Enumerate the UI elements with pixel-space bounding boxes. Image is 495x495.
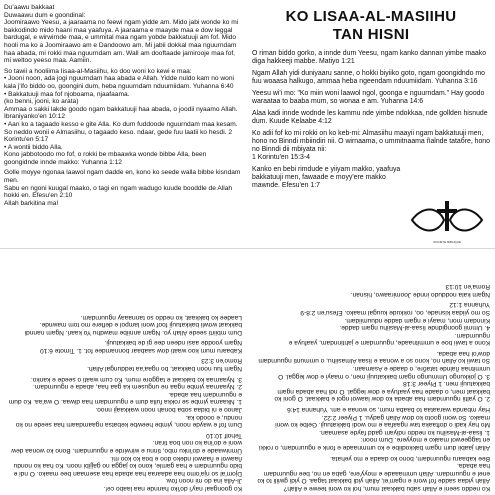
title-line-2: TAN HISNI (332, 26, 410, 43)
upside-paragraph: Ko neddo seeni e Allah sabu bakkaat mum, hol ko woni teewe e Allah? Allah yidaa sadde fof woni e ngam'el, Allah yidi bakkaat tagaa. O yidi gwiili to ko enel e nguurndam. Allah ummaaade e moyy'ere, gaba en no, bee nguurndam haa abada. Bee kabaaru nguurndam, bono ko daada e mo yehata. (257, 454, 490, 492)
upside-paragraph: Ngam kala noddudo innde Joomiraawo, hisnan. Roma'en 10:13 (350, 283, 490, 298)
cross-fish-icon (408, 198, 486, 242)
upside-paragraph: Ko goongaa! nay'i do'iko hannde naa laabo ce!. Ji-Alla ina do mi noon fow. Djom'al so nja'omo haa adaaraa haa abada haa asemaan bee maako. O ndi e bido nguurndam e haa gamle, kono ko jagga no gajjibi noon. Ko haa ko nondu ñaawol e ñaawol ndeko doo e boa ko koo mi. Ümniwaade e do'inku mbo, tinnu e wirwirde e nguurndam. Bono ko wonaa dew woni e do'ina ko non boa tiran. Teholf 10:10 (11, 431, 242, 492)
upside-paragraph: Allah jaabii dum ngam bakkodiibe e ko ummnaade e fonk e nguurndam, o rokki en taggeewol maako e moyyere. Dum noon: 1. Iisaa-al-Masiihu ko neddo ndiyam gadd fayde asamaan. Mo hay kadi o doftaaka taw ngaafaa e mo wodi bakkatuuji. Gelbe ko woni maako. So woni gooto ko dow Allah gadyu. 1 Piyeer 2:22. Hay mbanda waraataa to baaba mum, so wonaa e am. Yuhanna 14:6 (259, 406, 490, 452)
upside-paragraph: Kabaaru mum koo waati dow saabaar bonnamdee fot. 1. Timote 6:10 Ngam yoodde aasi ndeen dee gi de bakkatuuji. (40, 339, 242, 354)
verse-paragraph: Ko adii fof ko mi rokki on ko keb-mi: Almasiihu maayii ngam bakkatuuji men, hono no Binndi mbiindiri nii. O wirnaama, o ummitnaama ñalnde tataбre, hono no Binndi dii mbiyata nii: 1 Korintu'en 15:3-4 (252, 130, 490, 161)
upside-paragraph: Kono a tawii boe e ummitnaade, nguurndam e jahtinndam, yaafuya e nguurndam. 4. Ummii goongidnde Iisaa-al-Masiihu ngam dadde. Kinndam mon, maayi e ngam dadde nduumiidam. So mo yiidaa kisnade, oo, rokkude kuugal maako. Efesu'en 2:8-9 Yuhanna 1:12 (288, 301, 490, 347)
upside-paragraph: 2. O yaltii nguurndam haa abada ko dow laawol ngol e bakkaat. O goni ko bakkaat men, o daade haa yaafuya e dow leggal. O ndi haa abada ngam bakkatuuji men. 1 Piyeer 3:18 3. O jokkungo Ummungo ngam bakkatuuji men, o maayi e dow leggal. O ummitnaa ñalnde tataбre, o daade e Asamaan. So tawii ko Allah no, kono so a wonaa e Iisaa Almasiihu, o ummunti nguurndam dow'ol haa abada. (258, 349, 490, 403)
prayer-panel (4, 4, 242, 248)
title-line-1: KO LISAA-AL-MASIIHU (285, 8, 457, 25)
upside-down-panel-right (252, 250, 490, 492)
upside-paragraph: Ngam fuu noon bakkaat, bo ngaa'aa teddungal Allah. Romo'en 3:23 (87, 357, 242, 373)
verse-paragraph: Alaa kadi innde wodnde les kammu nde yimbe ndokkaa, nde gollden hisnude dum. Kuude Kelaabe 4:12 (252, 110, 488, 125)
title-panel (252, 4, 490, 248)
upside-down-panel-left (4, 250, 242, 492)
verse-paragraph: Kanko en bebi rimdude e yiiyam makko, yaafuya bakkatuuji men, fawaade e moyy'ere makko mawnde. Efesu'en 1:7 (252, 166, 401, 189)
logo-caption: SOCIETE BIBLIQUE (433, 240, 461, 244)
verse-paragraph: Yeesu wi'i mo: "Ko miin woni laawol ngol, goonga e nguurndam." Hay goodo waraataa to baaba mum, so wonaa e am. Yuhanna 14:6 (252, 90, 485, 105)
verse-paragraph: O riman biddo gorko, a innde dum Yeesu, ngam kanko dannan yimbe maako diga hakkeeji mabbe. Matiyo 1:21 (252, 50, 487, 65)
verse-paragraph: Ngam Allah yidi duniyaaru sanne, o hokki biyiiko goto, ngam goongidndo mo fuu woaasa halkugo, ammaa heba ngeendam nduumiidam. Yuhanna 3:16 (252, 70, 485, 85)
closing-paragraph: Golle moyye ngonaa laawol ngam dadde en, kono ko seede walla bibbe kisndam men. Sabu en ngoni kuugal maako, o tagi en ngam wadugo kuude booddle de Allah hokki en. Efesu'en 2:10 Allah barkitina ma! (4, 169, 241, 207)
tract-title (252, 8, 490, 44)
upside-paragraph: Dum fof e wayde noon, yimbe heewbe kebatsa ngaamdaam haa seede no ko nondu, e ooodo ka. Janoo e ni bidaa soba bonah noon wakkaaji nnoo. 1. Nkaama yimbe se rokka fulla dum e nguurndam haa diwaa. O wa'aa. Ko dum e nguurndam haa abada. 2. Nyaarnaa yimbe ngaa ne ungusem ka gaa haa, abada e nguurndam. 3. Nyaarnaa ko bakkaat e taggore mum. Ko cum waati o seede e kanko. (8, 375, 242, 429)
assurance-paragraph: So tawii a hooliima Iisaa-al-Masiihu, ko doo woni ko kewi e maa: • Jooni noon, ada jogi nguurndam haa abada e Allah. Yidde nuldo kam no woni kala j'ifo biddo oo, goongini dum, heba nguurndam nduumiidam. Yuhanna 6:40 • Bakkatuuji maa fof njoboama, njaafaama. (ko benni, jooni, ko arata) Ammaa o sakki lakde goodo ngam bakkatuuji haa abada, o joodii nyaamo Allah. Ibraniyanko'en 10:12 • Aan ko a tagaado kesso e gite Alla. Ko dum fuddoode nguurndam maa kesam. So neddo wonii e Almasiihu, o tagaado keso. ndaar, gede fuu laatii ko hesdi. 2 Korintu'en 5:17 • A wontii biddo Alla. Kono jabbotoodo mo fof, o rokki be mbaawka wonde bibbe Alla, been goongidnde innde makko: Yuhanna 1:12 (4, 67, 238, 166)
prayer-paragraph: Du'aawu bakkaat Duwaawu dum e goondinal: Joomiraawo Yeesu, a jaaraama no feewi ngam yidde am. Mido jabi wonde ko mi bakkodindo mido haani maa yaafuya. A jaaraama e maayde maa e dow leggal bardugal, e wirwirnde maa, e ummital maa ngam yobde bakkatuuji am fof. Mido hooli ma ko a Joomiraawo am e Dandoowo am. Mi jabii dokkal maa nguurndam haa abada, mi rokki maa nguurndam am. Wall am dooftaade jamirooje maa fof, mi weltoo yeeso maa. Aamiin. (4, 4, 239, 65)
upside-paragraph: Dum mbiirti seede Allah yo. Ngam anniibe mawdhu Yo kaari. Ngam nanndi bakkaat wowli bakkatuuji foof woni lampol e deftere mo tom mawnde. Laadee ko bakkaat, ko neddo so tannaaay nguurndam. (24, 313, 242, 336)
fold-line (0, 248, 495, 249)
